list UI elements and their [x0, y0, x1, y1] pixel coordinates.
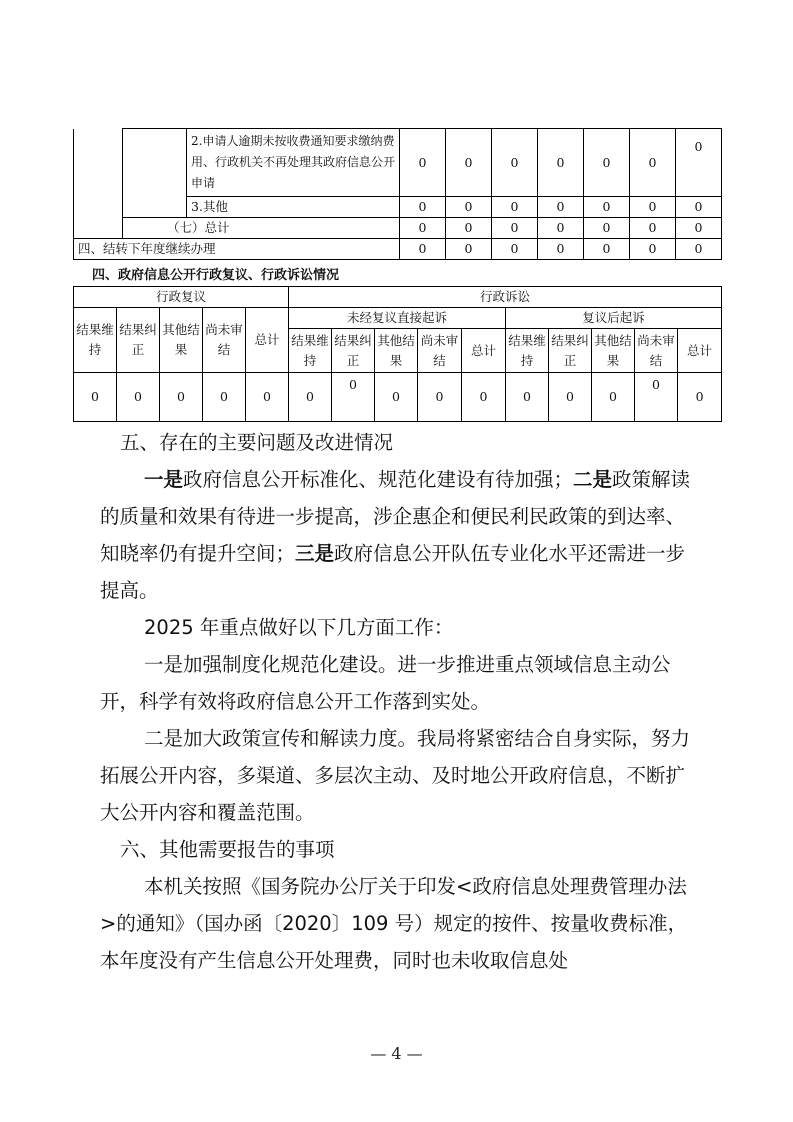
- row-label: 2.申请人逾期未按收费通知要求缴纳费用、行政机关不再处理其政府信息公开申请: [187, 129, 400, 197]
- empty-cell: [123, 129, 187, 218]
- row-label: 3.其他: [187, 197, 400, 218]
- header-cell: 尚未审结: [203, 308, 246, 373]
- table-row: [74, 287, 722, 308]
- application-handling-table: [73, 128, 722, 260]
- cell-value: 0: [584, 218, 630, 239]
- header-cell: 结果纠正: [549, 329, 592, 373]
- cell-value: 0: [538, 239, 584, 260]
- header-cell: 结果维持: [289, 329, 332, 373]
- table-row: [74, 129, 722, 197]
- header-cell: 行政诉讼: [289, 287, 722, 308]
- header-cell: 结果纠正: [332, 329, 375, 373]
- cell-value: 0: [160, 373, 203, 422]
- paragraph: [100, 461, 698, 609]
- cell-value: 0: [446, 218, 492, 239]
- cell-value: 0: [538, 197, 584, 218]
- cell-value: 0: [635, 373, 678, 422]
- cell-value: 0: [492, 129, 538, 197]
- cell-value: 0: [584, 239, 630, 260]
- cell-value: 0: [630, 239, 676, 260]
- header-cell: 结果维持: [506, 329, 549, 373]
- cell-value: 0: [676, 197, 722, 218]
- cell-value: 0: [462, 373, 506, 422]
- paragraph-text: 政府信息公开队伍专业化水平还需进一步提高。: [100, 542, 686, 602]
- cell-value: 0: [676, 129, 722, 197]
- cell-value: 0: [418, 373, 462, 422]
- header-cell: 尚未审结: [635, 329, 678, 373]
- table-row: [74, 218, 722, 239]
- header-cell: 未经复议直接起诉: [289, 308, 506, 329]
- cell-value: 0: [630, 197, 676, 218]
- header-cell: 总计: [462, 329, 506, 373]
- paragraph: 2025 年重点做好以下几方面工作：: [144, 616, 454, 639]
- cell-value: 0: [584, 197, 630, 218]
- header-cell: 其他结果: [592, 329, 635, 373]
- cell-value: 0: [630, 218, 676, 239]
- table-row: [74, 308, 722, 329]
- page-number: — 4 —: [370, 1044, 423, 1063]
- header-cell: 复议后起诉: [506, 308, 722, 329]
- cell-value: 0: [492, 239, 538, 260]
- paragraph: 一是加强制度化规范化建设。进一步推进重点领域信息主动公开，科学有效将政府信息公开工作落到实处。: [100, 653, 671, 713]
- paragraph-text: 政策解读的质量和效果有待进一步提高，涉企惠企和便民利民政策的到达率、知晓率仍有提升空间；: [100, 468, 691, 565]
- table-row: [74, 239, 722, 260]
- bold-marker: 三是: [295, 542, 335, 565]
- cell-value: 0: [584, 129, 630, 197]
- cell-value: 0: [117, 373, 160, 422]
- bold-marker: 一是: [144, 468, 184, 491]
- cell-value: 0: [400, 218, 446, 239]
- cell-value: 0: [446, 197, 492, 218]
- header-cell: 总计: [246, 308, 289, 373]
- cell-value: 0: [446, 129, 492, 197]
- header-cell: 结果维持: [74, 308, 117, 373]
- review-litigation-table: [73, 286, 722, 422]
- header-cell: 行政复议: [74, 287, 289, 308]
- cell-value: 0: [549, 373, 592, 422]
- table-row: [74, 373, 722, 422]
- cell-value: 0: [492, 218, 538, 239]
- cell-value: 0: [446, 239, 492, 260]
- cell-value: 0: [678, 373, 722, 422]
- section-title: 六、其他需要报告的事项: [120, 838, 335, 861]
- section-heading: 四、政府信息公开行政复议、行政诉讼情况: [92, 268, 340, 283]
- empty-cell: [74, 129, 123, 239]
- cell-value: 0: [676, 218, 722, 239]
- document-body: [100, 424, 698, 979]
- cell-value: 0: [74, 373, 117, 422]
- paragraph: 二是加大政策宣传和解读力度。我局将紧密结合自身实际，努力拓展公开内容，多渠道、多层次主动、及时地公开政府信息，不断扩大公开内容和覆盖范围。: [100, 727, 691, 824]
- cell-value: 0: [246, 373, 289, 422]
- header-cell: 其他结果: [160, 308, 203, 373]
- header-cell: 结果纠正: [117, 308, 160, 373]
- cell-value: 0: [400, 197, 446, 218]
- section-title: 五、存在的主要问题及改进情况: [120, 431, 394, 454]
- paragraph-text: 政府信息公开标准化、规范化建设有待加强；: [183, 468, 574, 491]
- bold-marker: 二是: [573, 468, 613, 491]
- cell-value: 0: [676, 239, 722, 260]
- cell-value: 0: [538, 218, 584, 239]
- cell-value: 0: [203, 373, 246, 422]
- cell-value: 0: [375, 373, 418, 422]
- header-cell: 尚未审结: [418, 329, 462, 373]
- cell-value: 0: [289, 373, 332, 422]
- paragraph: 本机关按照《国务院办公厅关于印发<政府信息处理费管理办法>的通知》（国办函〔2020〕109 号）规定的按件、按量收费标准，本年度没有产生信息公开处理费，同时也未收取信息处: [100, 875, 688, 972]
- cell-value: 0: [332, 373, 375, 422]
- cell-value: 0: [630, 129, 676, 197]
- row-label: （七）总计: [123, 218, 400, 239]
- cell-value: 0: [506, 373, 549, 422]
- header-cell: 其他结果: [375, 329, 418, 373]
- cell-value: 0: [400, 129, 446, 197]
- header-cell: 总计: [678, 329, 722, 373]
- row-label: 四、结转下年度继续办理: [74, 239, 400, 260]
- cell-value: 0: [592, 373, 635, 422]
- cell-value: 0: [492, 197, 538, 218]
- cell-value: 0: [538, 129, 584, 197]
- cell-value: 0: [400, 239, 446, 260]
